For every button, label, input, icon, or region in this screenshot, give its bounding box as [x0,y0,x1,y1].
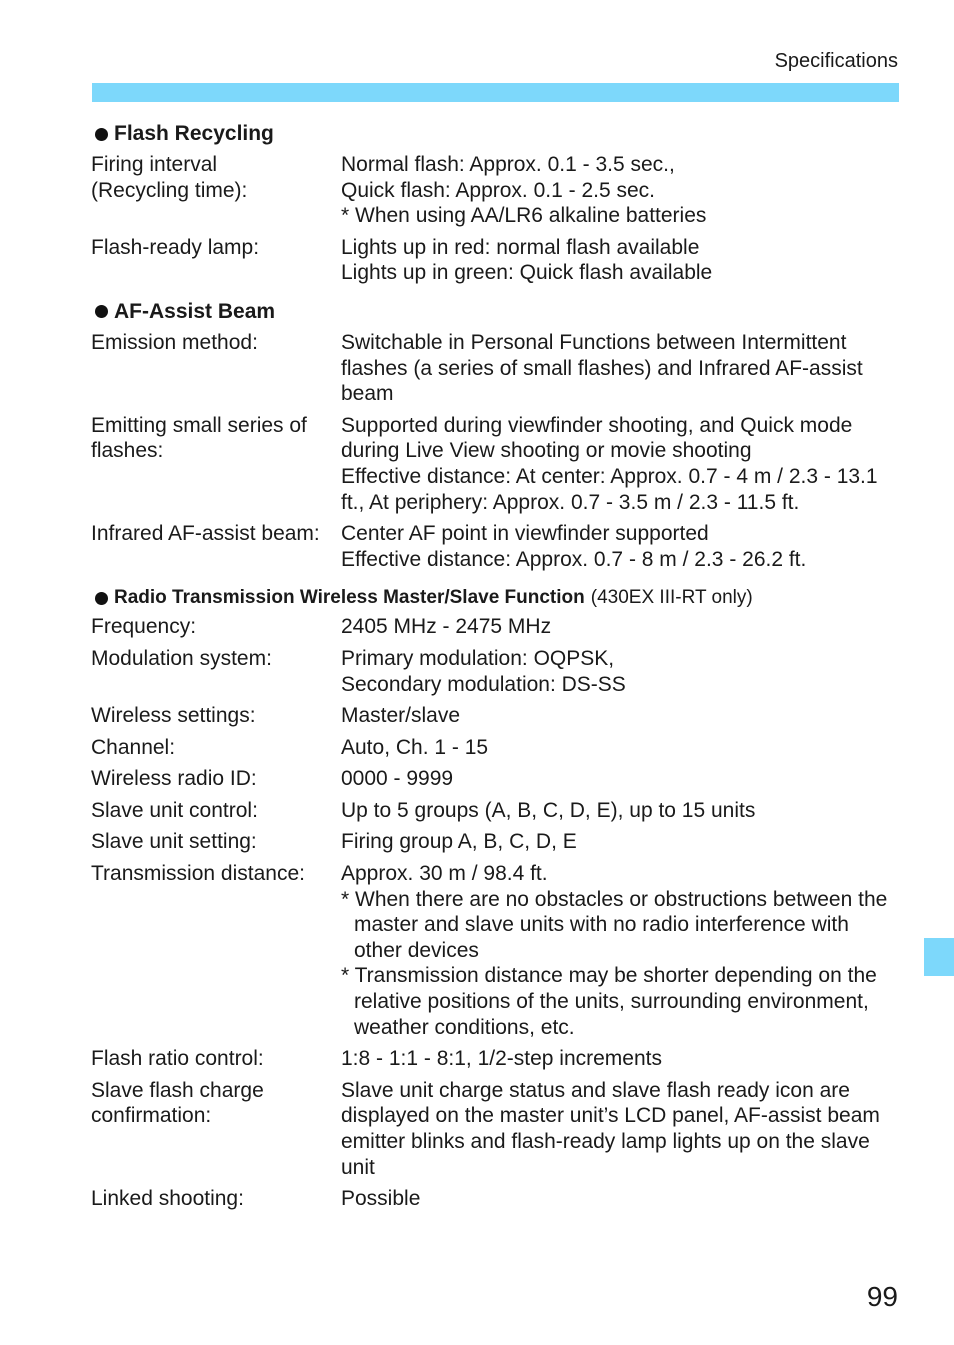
spec-label: Wireless radio ID: [91,767,257,791]
spec-value: Center AF point in viewfinder supported Effective distance: Approx. 0.7 - 8 m / 2.3 - 26.2 ft. [341,522,807,571]
spec-row [91,646,901,697]
spec-label: Transmission distance: [91,862,305,886]
spec-value: Firing group A, B, C, D, E [341,830,577,854]
spec-label: Slave unit setting: [91,830,257,854]
bullet-icon [95,128,108,141]
spec-row [91,614,901,640]
spec-value: Master/slave [341,704,461,728]
spec-value: Switchable in Personal Functions between Intermittent flashes (a series of small flashes) and Infrared AF-assist beam [341,330,863,406]
spec-row [91,766,901,792]
spec-value: 1:8 - 1:1 - 8:1, 1/2-step increments [341,1047,662,1071]
spec-row [91,829,901,855]
spec-row [91,152,901,229]
spec-row [91,413,901,515]
spec-value: Auto, Ch. 1 - 15 [341,735,489,759]
spec-label: Wireless settings: [91,704,256,728]
section-title-af-assist: AF-Assist Beam [91,298,901,326]
spec-label: Channel: [91,735,176,759]
spec-value: Normal flash: Approx. 0.1 - 3.5 sec., Quick flash: Approx. 0.1 - 2.5 sec. * When using AA/LR6 alkaline batteries [341,153,707,228]
section-title-flash-recycling: Flash Recycling [91,120,901,148]
running-header: Specifications [774,50,898,72]
spec-row [91,703,901,729]
spec-value: Slave unit charge status and slave flash ready icon are displayed on the master unit’s LCD panel, AF-assist beam emitter blinks and flash-ready lamp lights up on the slave unit [341,1078,880,1179]
spec-value: Possible [341,1187,421,1211]
model-note: (430EX III-RT only) [590,587,753,609]
spec-label: Slave unit control: [91,798,258,822]
spec-row [91,798,901,824]
header-bar [92,83,899,102]
spec-value: 0000 - 9999 [341,767,454,791]
spec-row [91,521,901,572]
spec-label: Firing interval (Recycling time): [91,153,248,202]
spec-value: Up to 5 groups (A, B, C, D, E), up to 15 units [341,798,756,822]
spec-label: Infrared AF-assist beam: [91,522,320,546]
spec-row [91,861,901,1040]
spec-row [91,1186,901,1212]
section-title-radio: Radio Transmission Wireless Master/Slave Function (430EX III-RT only) [91,584,901,612]
spec-label: Frequency: [91,615,197,639]
spec-value: Primary modulation: OQPSK, Secondary modulation: DS-SS [341,646,626,696]
spec-label: Flash-ready lamp: [91,235,260,259]
spec-label: Linked shooting: [91,1187,244,1211]
spec-label: Emission method: [91,330,258,354]
chapter-tab [924,938,954,976]
spec-label: Flash ratio control: [91,1047,264,1071]
spec-label: Emitting small series of flashes: [91,413,307,463]
spec-label: Modulation system: [91,646,272,670]
spec-row [91,330,901,407]
bullet-icon [95,592,108,605]
spec-row [91,735,901,761]
spec-row [91,1046,901,1072]
spec-value: Approx. 30 m / 98.4 ft. * When there are no obstacles or obstructions between the master and slave units with no radio interference with other devices * Transmission distance may be shorter depending on the relative positions of the units, surrounding environment, weather conditions, etc. [341,862,888,1039]
spec-value: 2405 MHz - 2475 MHz [341,615,552,639]
spec-value: Lights up in red: normal flash available Lights up in green: Quick flash available [341,235,713,285]
spec-value: Supported during viewfinder shooting, and Quick mode during Live View shooting or movie shooting Effective distance: At center: Approx. 0.7 - 4 m / 2.3 - 13.1 ft., At periphery: Approx. 0.7 - 3.5 m / 2.3 - 11.5 ft. [341,413,878,514]
spec-label: Slave flash charge confirmation: [91,1078,264,1128]
page-number: 99 [866,1281,898,1312]
spec-content [91,120,901,1212]
spec-row [91,1078,901,1180]
bullet-icon [95,305,108,318]
spec-row [91,235,901,286]
